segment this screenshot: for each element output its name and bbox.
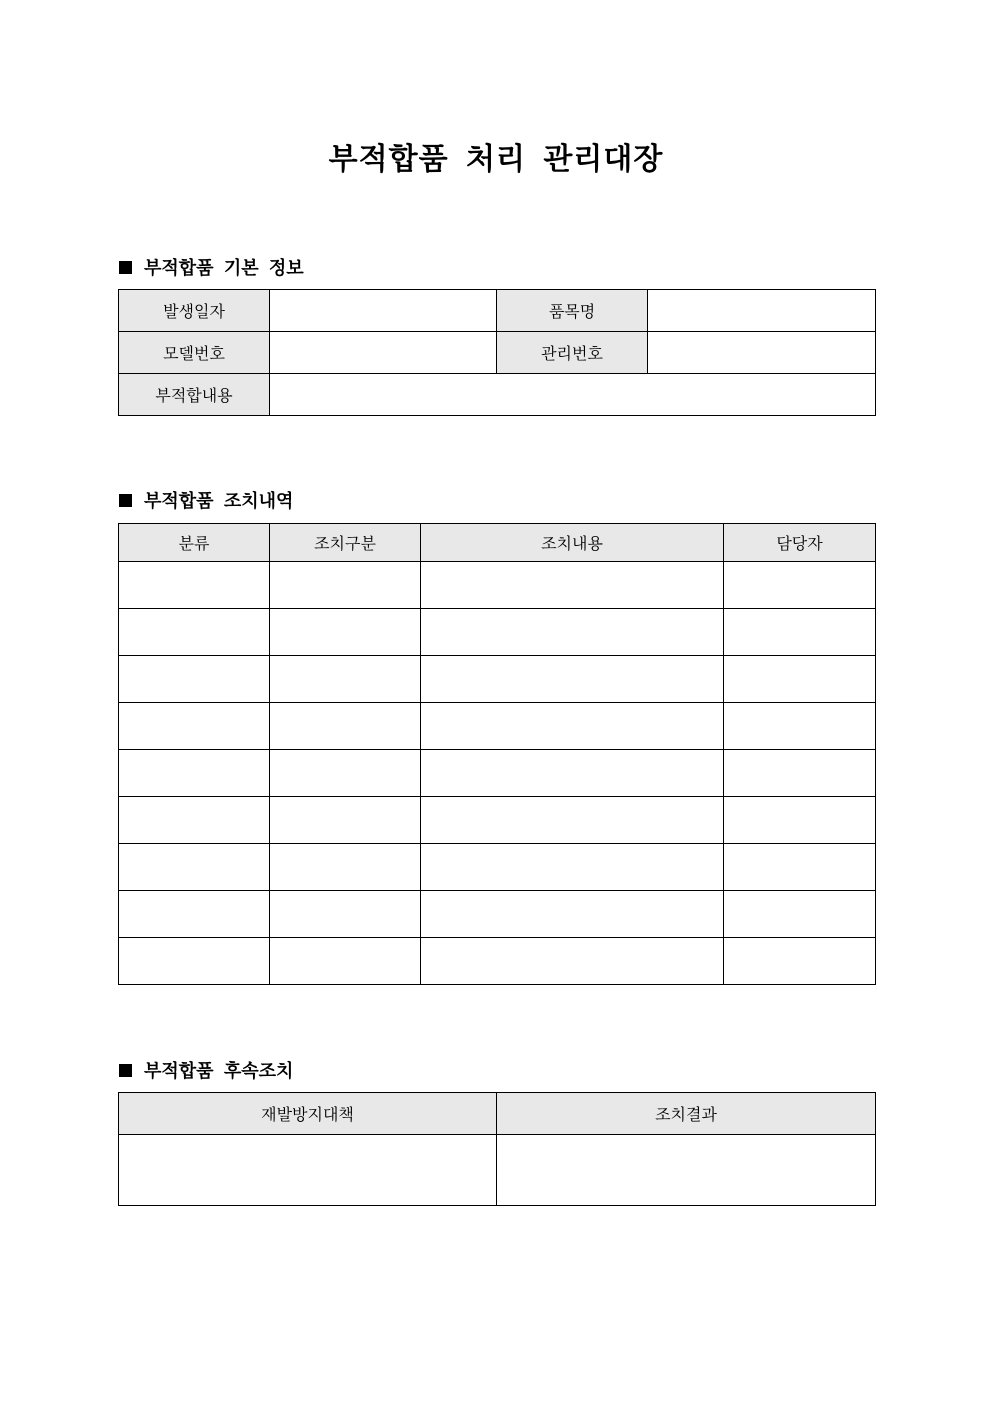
model-number-field[interactable]	[270, 332, 497, 374]
column-header-action-result: 조치결과	[497, 1093, 876, 1135]
follow-up-heading-text: 부적합품 후속조치	[144, 1061, 294, 1082]
action-type-cell[interactable]	[270, 938, 421, 985]
category-cell[interactable]	[119, 703, 270, 750]
action-type-cell[interactable]	[270, 656, 421, 703]
table-row	[119, 844, 876, 891]
category-cell[interactable]	[119, 750, 270, 797]
follow-up-row	[119, 1135, 876, 1206]
category-cell[interactable]	[119, 797, 270, 844]
action-type-cell[interactable]	[270, 703, 421, 750]
basic-info-table	[118, 289, 876, 416]
action-details-cell[interactable]	[421, 609, 724, 656]
person-in-charge-cell[interactable]	[724, 938, 876, 985]
basic-info-row	[119, 290, 876, 332]
category-cell[interactable]	[119, 891, 270, 938]
category-cell[interactable]	[119, 656, 270, 703]
action-details-cell[interactable]	[421, 703, 724, 750]
occurrence-date-label: 발생일자	[119, 290, 270, 332]
column-header-action-details: 조치내용	[421, 524, 724, 562]
item-name-field[interactable]	[648, 290, 876, 332]
table-row	[119, 938, 876, 985]
table-row	[119, 656, 876, 703]
management-number-label: 관리번호	[497, 332, 648, 374]
category-cell[interactable]	[119, 562, 270, 609]
square-bullet-icon	[119, 494, 132, 507]
table-row	[119, 609, 876, 656]
action-result-field[interactable]	[497, 1135, 876, 1206]
action-history-heading-text: 부적합품 조치내역	[144, 491, 294, 512]
category-cell[interactable]	[119, 609, 270, 656]
model-number-label: 모델번호	[119, 332, 270, 374]
follow-up-heading	[119, 1057, 293, 1083]
person-in-charge-cell[interactable]	[724, 797, 876, 844]
table-row	[119, 891, 876, 938]
follow-up-header-row	[119, 1093, 876, 1135]
action-details-cell[interactable]	[421, 562, 724, 609]
column-header-category: 분류	[119, 524, 270, 562]
action-history-header-row	[119, 524, 876, 562]
recurrence-prevention-field[interactable]	[119, 1135, 497, 1206]
action-details-cell[interactable]	[421, 891, 724, 938]
action-details-cell[interactable]	[421, 656, 724, 703]
table-row	[119, 562, 876, 609]
column-header-action-type: 조치구분	[270, 524, 421, 562]
item-name-label: 품목명	[497, 290, 648, 332]
person-in-charge-cell[interactable]	[724, 703, 876, 750]
column-header-person-in-charge: 담당자	[724, 524, 876, 562]
action-details-cell[interactable]	[421, 797, 724, 844]
square-bullet-icon	[119, 1064, 132, 1077]
square-bullet-icon	[119, 261, 132, 274]
person-in-charge-cell[interactable]	[724, 891, 876, 938]
person-in-charge-cell[interactable]	[724, 562, 876, 609]
action-history-heading	[119, 487, 293, 513]
basic-info-row	[119, 332, 876, 374]
action-type-cell[interactable]	[270, 609, 421, 656]
column-header-recurrence-prevention: 재발방지대책	[119, 1093, 497, 1135]
document-title: 부적합품 처리 관리대장	[328, 142, 664, 177]
table-row	[119, 703, 876, 750]
person-in-charge-cell[interactable]	[724, 656, 876, 703]
action-details-cell[interactable]	[421, 938, 724, 985]
action-history-table	[118, 523, 876, 985]
category-cell[interactable]	[119, 938, 270, 985]
person-in-charge-cell[interactable]	[724, 750, 876, 797]
nonconformity-details-label: 부적합내용	[119, 374, 270, 416]
action-details-cell[interactable]	[421, 750, 724, 797]
person-in-charge-cell[interactable]	[724, 844, 876, 891]
occurrence-date-field[interactable]	[270, 290, 497, 332]
action-type-cell[interactable]	[270, 562, 421, 609]
action-details-cell[interactable]	[421, 844, 724, 891]
nonconformity-details-field[interactable]	[270, 374, 876, 416]
basic-info-heading-text: 부적합품 기본 정보	[144, 258, 304, 279]
category-cell[interactable]	[119, 844, 270, 891]
management-number-field[interactable]	[648, 332, 876, 374]
action-type-cell[interactable]	[270, 844, 421, 891]
person-in-charge-cell[interactable]	[724, 609, 876, 656]
action-type-cell[interactable]	[270, 891, 421, 938]
table-row	[119, 750, 876, 797]
basic-info-heading	[119, 254, 304, 280]
action-type-cell[interactable]	[270, 750, 421, 797]
follow-up-table	[118, 1092, 876, 1206]
action-type-cell[interactable]	[270, 797, 421, 844]
basic-info-row	[119, 374, 876, 416]
table-row	[119, 797, 876, 844]
